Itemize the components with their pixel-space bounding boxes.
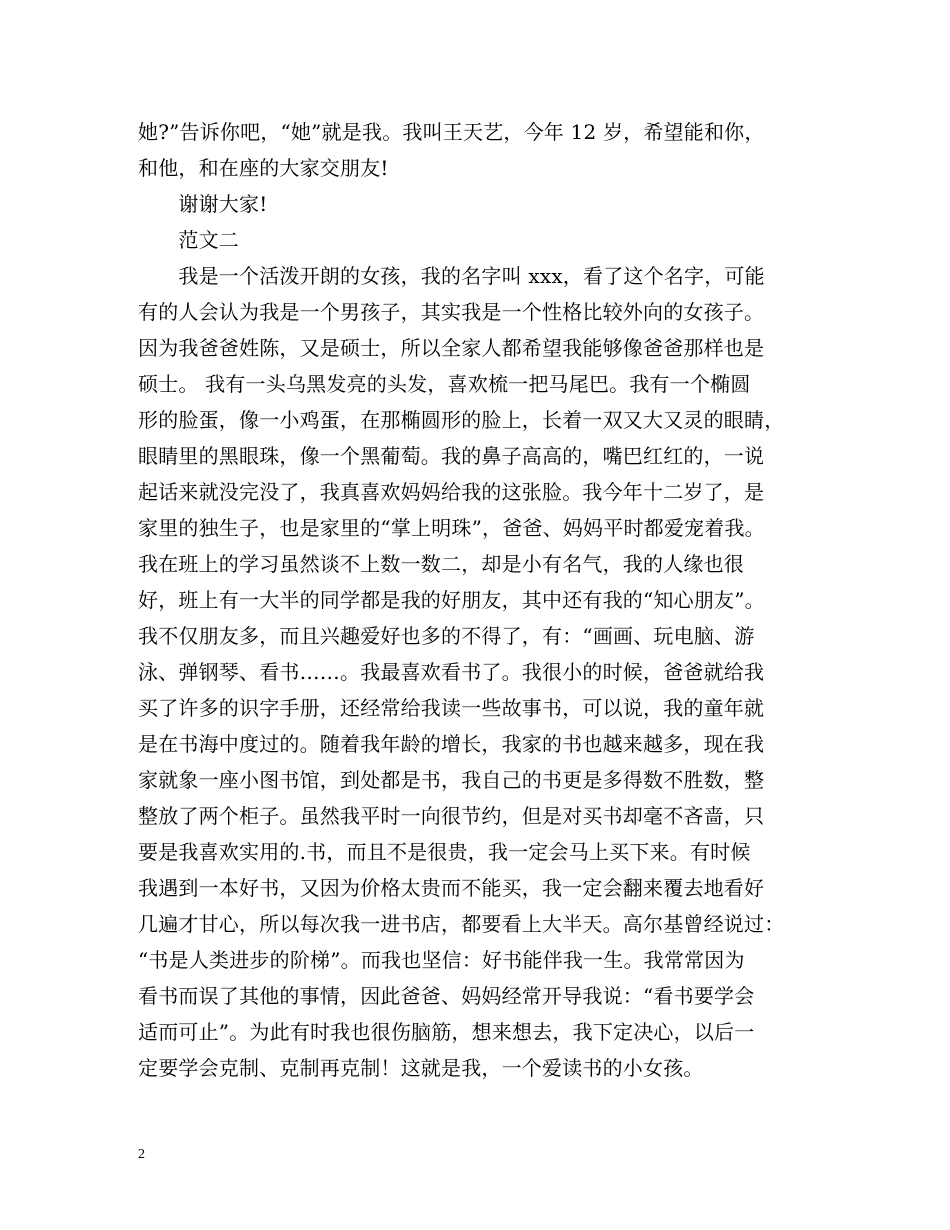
text-line: 我在班上的学习虽然谈不上数一数二，却是小有名气，我的人缘也很	[138, 552, 744, 576]
text-line: 谢谢大家!	[138, 192, 268, 216]
text-line: 看书而误了其他的事情，因此爸爸、妈妈经常开导我说：“看书要学会	[138, 984, 755, 1008]
text-line: “书是人类进步的阶梯”。而我也坚信：好书能伴我一生。我常常因为	[138, 948, 745, 972]
text-line: 有的人会认为我是一个男孩子，其实我是一个性格比较外向的女孩子。	[138, 300, 765, 324]
text-line: 我不仅朋友多，而且兴趣爱好也多的不得了，有：“画画、玩电脑、游	[138, 624, 755, 648]
text-line: 整放了两个柜子。虽然我平时一向很节约，但是对买书却毫不吝啬，只	[138, 804, 765, 828]
text-line: 和他，和在座的大家交朋友!	[138, 156, 389, 180]
text-line: 几遍才甘心，所以每次我一进书店，都要看上大半天。高尔基曾经说过：	[138, 912, 785, 936]
text-line: 我遇到一本好书，又因为价格太贵而不能买，我一定会翻来覆去地看好	[138, 876, 765, 900]
text-line: 适而可止”。为此有时我也很伤脑筋，想来想去，我下定决心，以后一	[138, 1020, 755, 1044]
text-line: 定要学会克制、克制再克制！这就是我，一个爱读书的小女孩。	[138, 1056, 704, 1080]
text-line: 眼睛里的黑眼珠，像一个黑葡萄。我的鼻子高高的，嘴巴红红的，一说	[138, 444, 765, 468]
text-line: 家就象一座小图书馆，到处都是书，我自己的书更是多得数不胜数，整	[138, 768, 765, 792]
body-text	[138, 114, 820, 1086]
text-line: 因为我爸爸姓陈，又是硕士，所以全家人都希望我能够像爸爸那样也是	[138, 336, 765, 360]
text-line: 好，班上有一大半的同学都是我的好朋友，其中还有我的“知心朋友”。	[138, 588, 765, 612]
text-line: 泳、弹钢琴、看书……。我最喜欢看书了。我很小的时候，爸爸就给我	[138, 660, 765, 684]
page-number: 2	[138, 1147, 145, 1162]
text-line: 买了许多的识字手册，还经常给我读一些故事书，可以说，我的童年就	[138, 696, 765, 720]
text-line: 家里的独生子，也是家里的“掌上明珠”，爸爸、妈妈平时都爱宠着我。	[138, 516, 765, 540]
section-heading: 范文二	[138, 228, 239, 252]
text-line: 我是一个活泼开朗的女孩，我的名字叫 xxx，看了这个名字，可能	[138, 264, 765, 288]
text-line: 起话来就没完没了，我真喜欢妈妈给我的这张脸。我今年十二岁了，是	[138, 480, 765, 504]
text-line: 她?”告诉你吧，“她”就是我。我叫王天艺，今年 12 岁，希望能和你，	[138, 120, 765, 144]
text-line: 形的脸蛋，像一小鸡蛋，在那椭圆形的脸上，长着一双又大又灵的眼睛，	[138, 408, 785, 432]
text-line: 是在书海中度过的。随着我年龄的增长，我家的书也越来越多，现在我	[138, 732, 765, 756]
text-line: 硕士。 我有一头乌黑发亮的头发，喜欢梳一把马尾巴。我有一个椭圆	[138, 372, 751, 396]
text-line: 要是我喜欢实用的.书，而且不是很贵，我一定会马上买下来。有时候	[138, 840, 751, 864]
